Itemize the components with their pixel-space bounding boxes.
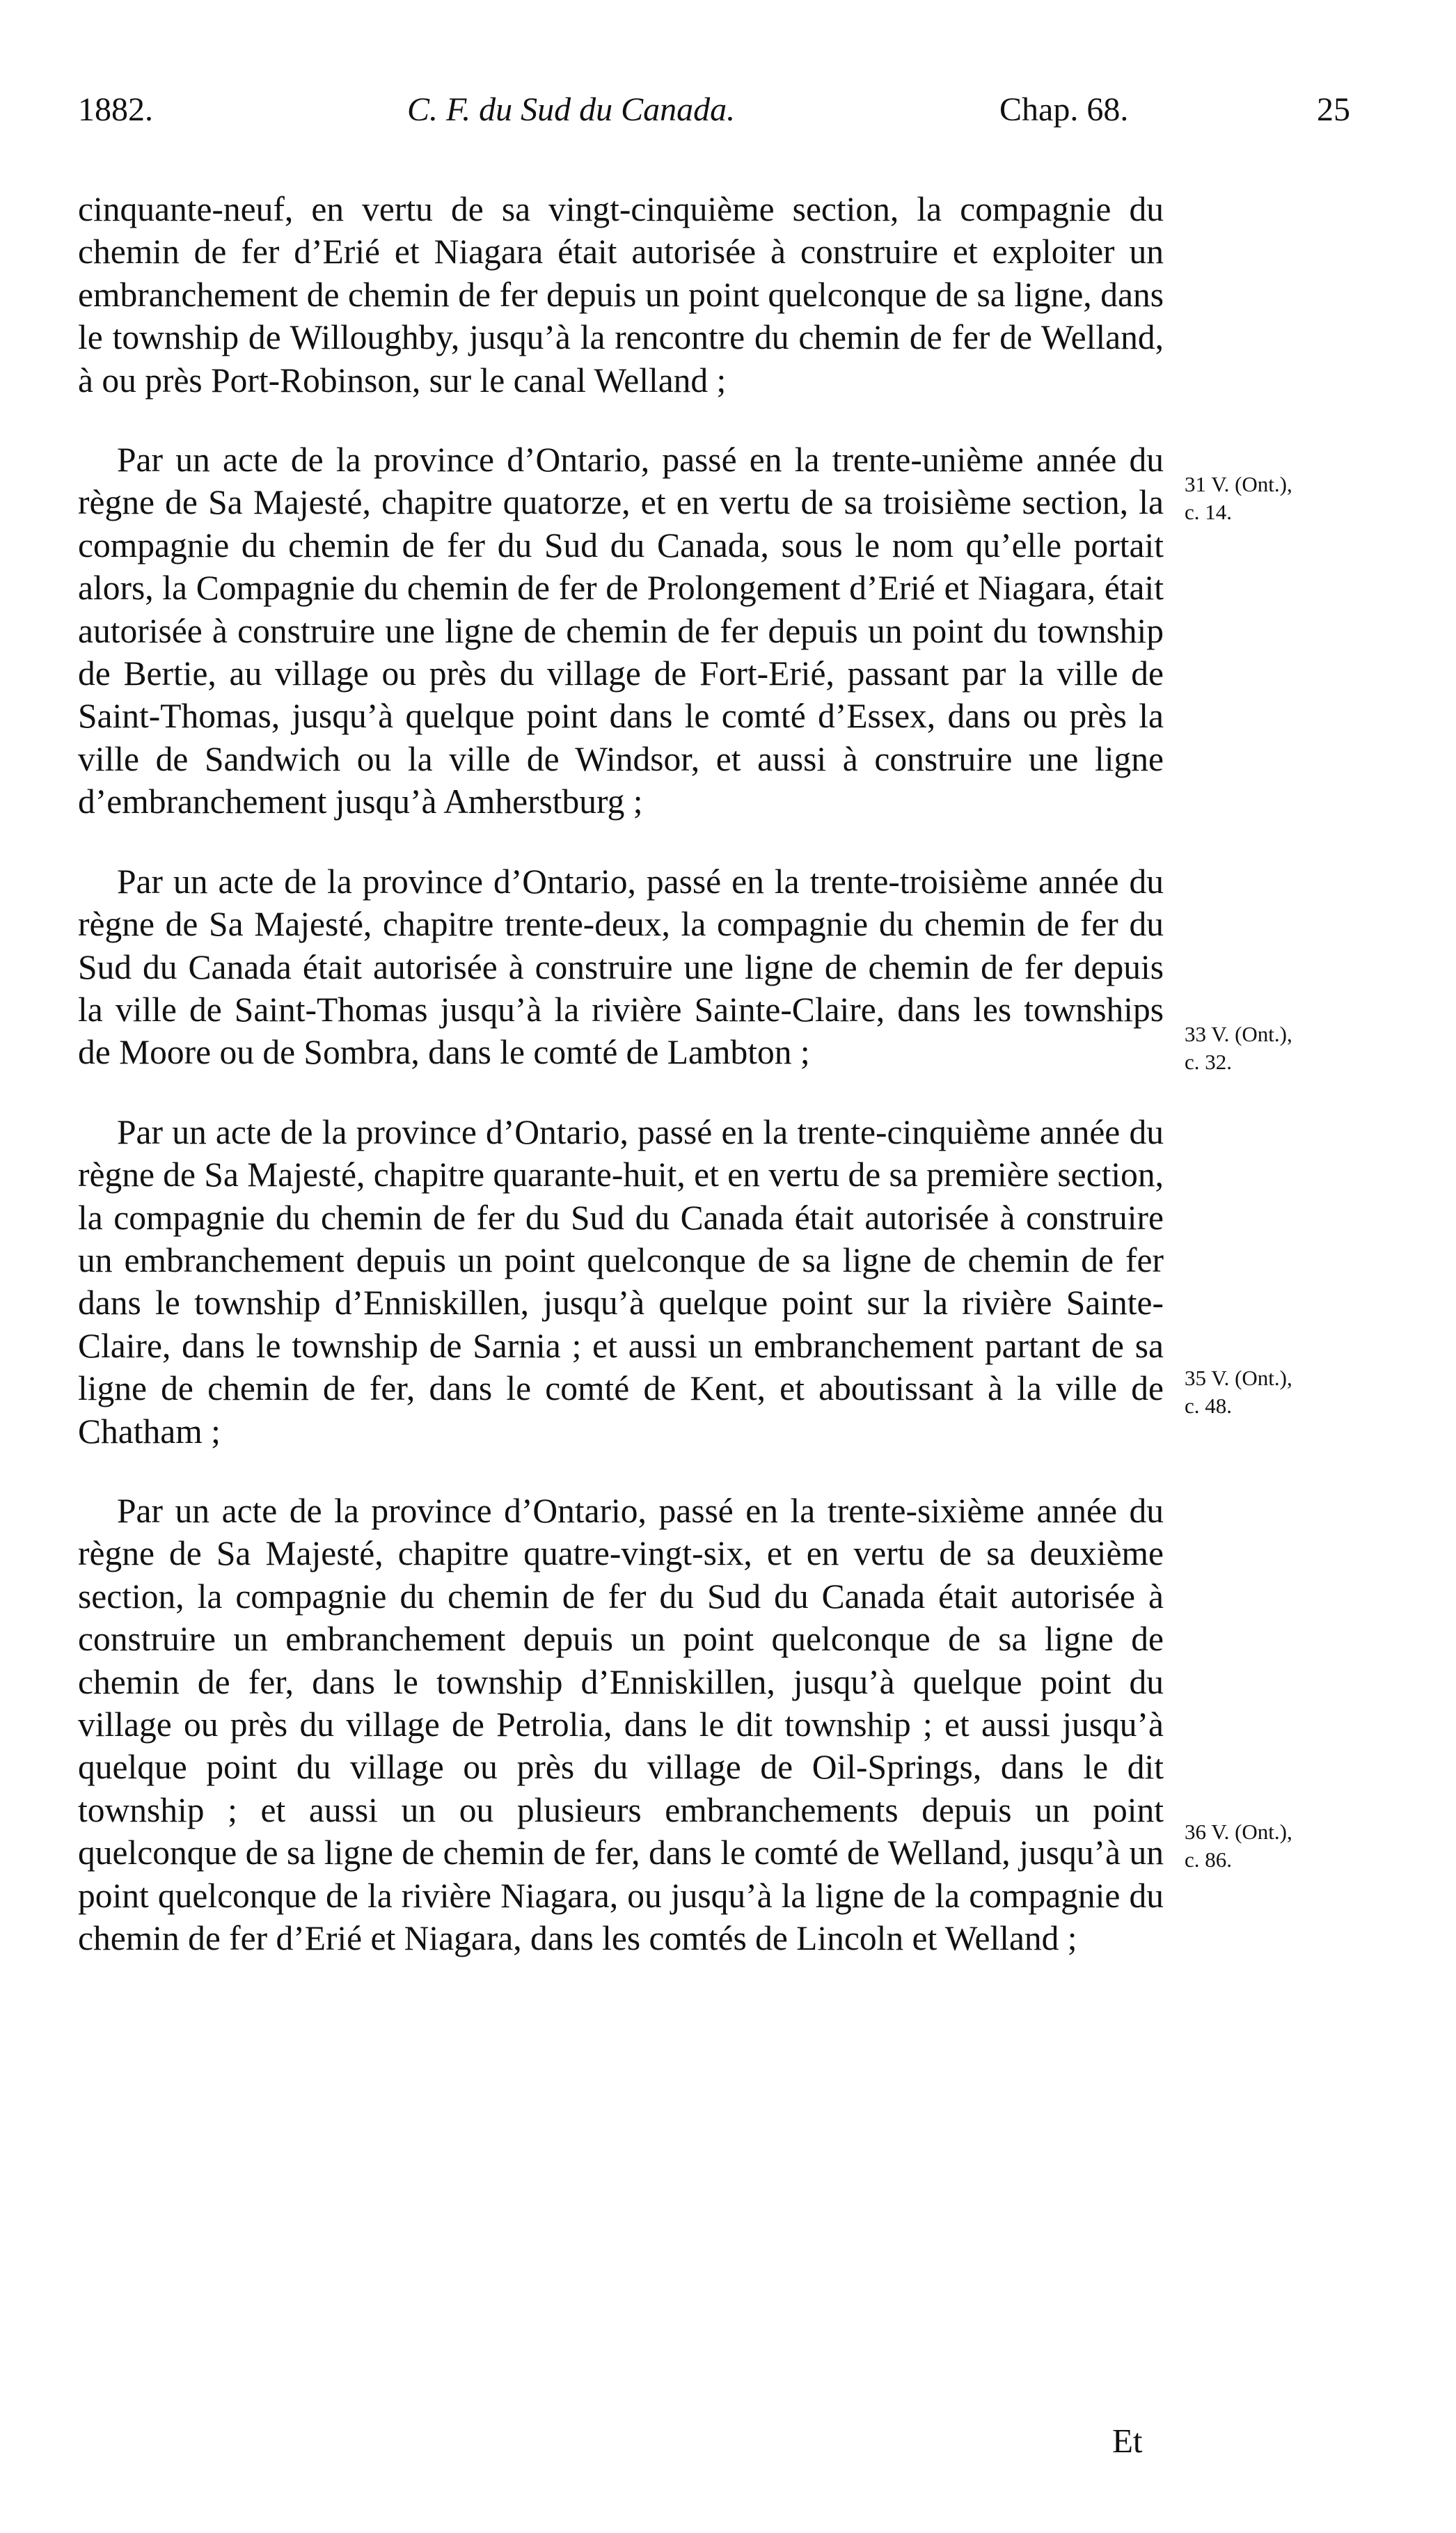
paragraph: cinquante-neuf, en vertu de sa vingt-cinquième section, la compagnie du chemin de fer d’Erié et Niagara était autorisée à construire et exploiter un embranchement de chemin de fer depuis un point quelconque de sa ligne, dans le township de Willoughby, jusqu’à la rencontre du chemin de fer de Welland, à ou près Port-Robinson, sur le canal Welland ; bbox=[78, 190, 1164, 400]
margin-note-chapter: c. 14. bbox=[1185, 500, 1233, 524]
body-text bbox=[78, 188, 1164, 1996]
paragraph: Par un acte de la province d’Ontario, passé en la trente-troisième année du règne de Sa Majesté, chapitre trente-deux, la compagnie du chemin de fer du Sud du Canada était autorisée à construire une ligne de chemin de fer depuis la ville de Saint-Thomas jusqu’à la rivière Sainte-Claire, dans les townships de Moore ou de Sombra, dans le comté de Lambton ; bbox=[78, 862, 1164, 1072]
header-year: 1882. bbox=[78, 91, 153, 128]
header-title: C. F. du Sud du Canada. bbox=[407, 91, 736, 128]
margin-note bbox=[1185, 1364, 1421, 1420]
margin-note bbox=[1185, 1020, 1421, 1076]
margin-note-reference: 31 V. (Ont.), bbox=[1185, 472, 1292, 496]
running-header bbox=[0, 90, 1456, 153]
margin-note-reference: 33 V. (Ont.), bbox=[1185, 1022, 1292, 1046]
margin-note-chapter: c. 32. bbox=[1185, 1050, 1233, 1074]
catchword: Et bbox=[1112, 2422, 1143, 2460]
margin-note-chapter: c. 48. bbox=[1185, 1394, 1233, 1418]
margin-note-reference: 36 V. (Ont.), bbox=[1185, 1820, 1292, 1844]
paragraph: Par un acte de la province d’Ontario, passé en la trente-unième année du règne de Sa Majesté, chapitre quatorze, et en vertu de sa troisième section, la compagnie du chemin de fer du Sud du Canada, sous le nom qu’elle portait alors, la Compagnie du chemin de fer de Prolongement d’Erié et Niagara, était autorisée à construire une ligne de chemin de fer depuis un point du township de Bertie, au village ou près du village de Fort-Erié, passant par la ville de Saint-Thomas, jusqu’à quelque point dans le comté d’Essex, dans ou près la ville de Sandwich ou la ville de Windsor, et aussi à construire une ligne d’embranchement jusqu’à Amherstburg ; bbox=[78, 441, 1164, 821]
margin-note bbox=[1185, 1818, 1421, 1874]
margin-note bbox=[1185, 471, 1421, 526]
paragraph: Par un acte de la province d’Ontario, passé en la trente-cinquième année du règne de Sa Majesté, chapitre quarante-huit, et en vertu de sa première section, la compagnie du chemin de fer du Sud du Canada était autorisée à construire un embranchement depuis un point quelconque de sa ligne de chemin de fer dans le township d’Enniskillen, jusqu’à quelque point sur la rivière Sainte-Claire, dans le township de Sarnia ; et aussi un embranchement partant de sa ligne de chemin de fer, dans le comté de Kent, et aboutissant à la ville de Chatham ; bbox=[78, 1112, 1164, 1451]
header-chapter: Chap. 68. bbox=[999, 91, 1129, 128]
page-number: 25 bbox=[1317, 91, 1350, 128]
margin-note-chapter: c. 86. bbox=[1185, 1847, 1233, 1872]
paragraph: Par un acte de la province d’Ontario, passé en la trente-sixième année du règne de Sa Majesté, chapitre quatre-vingt-six, et en vertu de sa deuxième section, la compagnie du chemin de fer du Sud du Canada était autorisée à construire un embranchement depuis un point quelconque de sa ligne de chemin de fer, dans le township d’Enniskillen, jusqu’à quelque point du village ou près du village de Petrolia, dans le dit township ; et aussi jusqu’à quelque point du village ou près du village de Oil-Springs, dans le dit township ; et aussi un ou plusieurs embranchements depuis un point quelconque de sa ligne de chemin de fer, dans le comté de Welland, jusqu’à un point quelconque de la rivière Niagara, ou jusqu’à la ligne de la compagnie du chemin de fer d’Erié et Niagara, dans les comtés de Lincoln et Welland ; bbox=[78, 1491, 1164, 1958]
margin-note-reference: 35 V. (Ont.), bbox=[1185, 1366, 1292, 1390]
